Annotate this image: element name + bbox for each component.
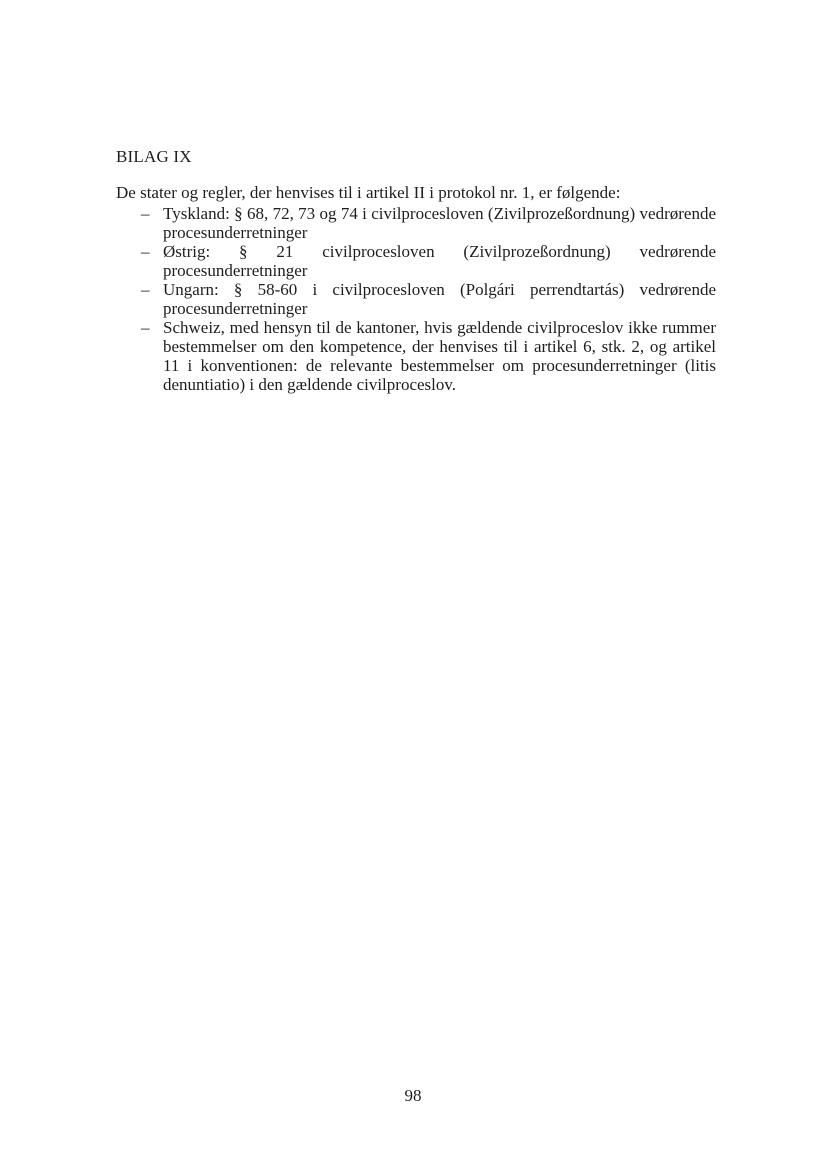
list-dash: –	[141, 242, 150, 261]
list-item-germany	[116, 204, 716, 242]
list-dash: –	[141, 204, 150, 223]
intro-paragraph: De stater og regler, der henvises til i artikel II i protokol nr. 1, er følgende:	[116, 183, 621, 202]
list-dash: –	[141, 280, 150, 299]
page-number: 98	[404, 1086, 422, 1105]
annex-heading: BILAG IX	[116, 147, 192, 166]
list-item-text: Østrig: § 21 civilprocesloven (Zivilprozeßordnung) vedrørende procesunderretninger	[163, 242, 716, 280]
state-rules-list	[116, 204, 716, 394]
list-item-switzerland	[116, 318, 716, 394]
list-dash: –	[141, 318, 150, 337]
list-item-text: Ungarn: § 58-60 i civilprocesloven (Polgári perrendtartás) vedrørende procesunderretninger	[163, 280, 716, 318]
list-item-hungary	[116, 280, 716, 318]
list-item-text: Tyskland: § 68, 72, 73 og 74 i civilprocesloven (Zivilprozeßordnung) vedrørende procesunderretninger	[163, 204, 716, 242]
list-item-austria	[116, 242, 716, 280]
list-item-text: Schweiz, med hensyn til de kantoner, hvis gældende civilproceslov ikke rummer bestemmelser om den kompetence, der henvises til i artikel 6, stk. 2, og artikel 11 i konventionen: de relevante bestemmelser om procesunderretninger (litis denuntiatio) i den gældende civilproceslov.	[163, 318, 716, 394]
